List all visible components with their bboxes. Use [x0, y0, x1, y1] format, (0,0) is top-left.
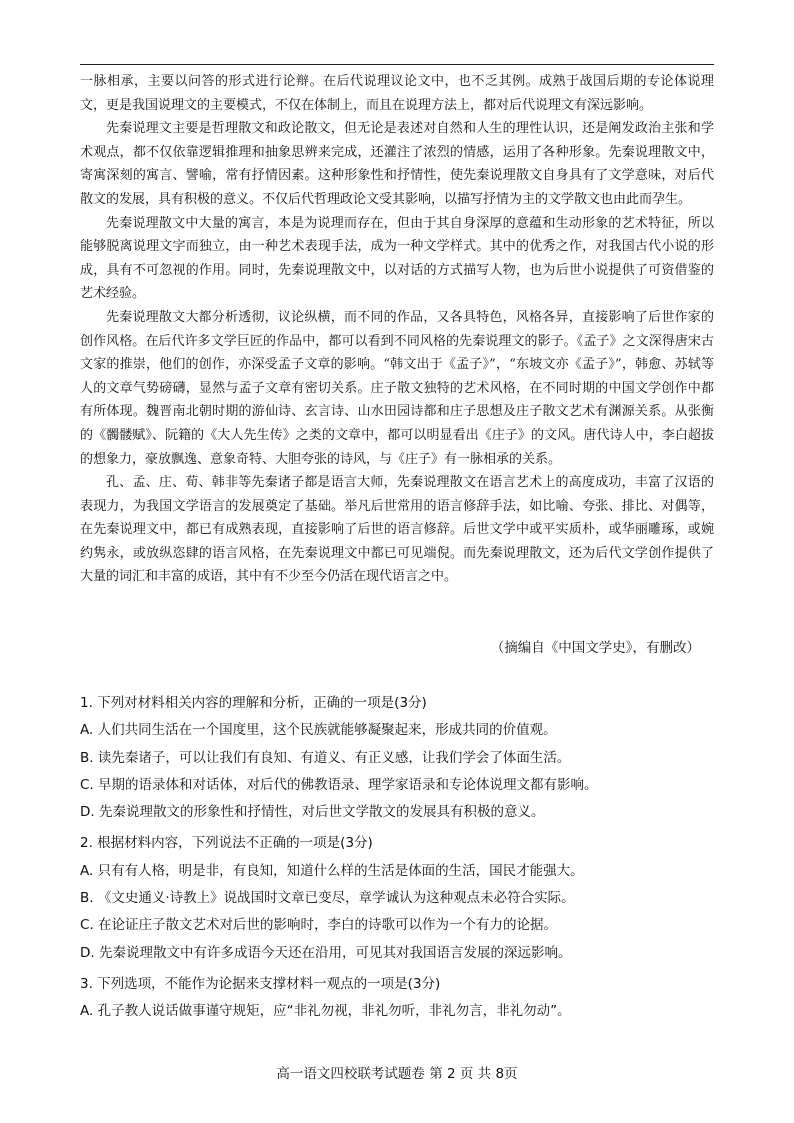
- passage-paragraph: 先秦说理散文中大量的寓言，本是为说理而存在，但由于其自身深厚的意蕴和生动形象的艺术特征，所以能够脱离说理文字而独立，由一种艺术表现手法，成为一种文学样式。其中的优秀之作，对我国古代小说的形成，具有不可忽视的作用。同时，先秦说理散文中，以对话的方式描写人物，也为后世小说提供了可资借鉴的艺术经验。: [80, 215, 714, 302]
- question-option: D. 先秦说理散文中有许多成语今天还在沿用，可见其对我国语言发展的深远影响。: [80, 944, 572, 961]
- question-option: B. 读先秦诸子，可以让我们有良知、有道义、有正义感，让我们学会了体面生活。: [80, 749, 571, 766]
- question-option: A. 人们共同生活在一个国度里，这个民族就能够凝聚起来，形成共同的价值观。: [80, 722, 557, 739]
- question-option: A. 只有有人格，明是非，有良知，知道什么样的生活是体面的生活，国民才能强大。: [80, 862, 584, 879]
- question-option: C. 早期的语录体和对话体，对后代的佛教语录、理学家语录和专论体说理文都有影响。: [80, 776, 598, 793]
- passage-paragraph: 孔、孟、庄、荀、韩非等先秦诸子都是语言大师，先秦说理散文在语言艺术上的高度成功，丰富了汉语的表现力，为我国文学语言的发展奠定了基础。举凡后世常用的语言修辞手法，如比喻、夸张、排比、对偶等，在先秦说理文中，都已有成熟表现，直接影响了后世的语言修辞。后世文学中或平实质朴，或华丽雕琢，或婉约隽永，或放纵恣肆的语言风格，在先秦说理文中都已可见端倪。而先秦说理散文，还为后代文学创作提供了大量的词汇和丰富的成语，其中有不少至今仍活在现代语言之中。: [80, 475, 714, 585]
- page-footer: 高一语文四校联考试题卷 第 2 页 共 8页: [276, 1066, 518, 1082]
- passage-paragraph: 先秦说理文主要是哲理散文和政论散文，但无论是表述对自然和人生的理性认识，还是阐发政治主张和学术观点，都不仅依靠逻辑推理和抽象思辨来完成，还灌注了浓烈的情感，运用了各种形象。先秦说理散文中，寄寓深刻的寓言、譬喻，常有抒情因素。这种形象性和抒情性，使先秦说理散文自身具有了文学意味，对后代散文的发展，具有积极的意义。不仅后代哲理政论文受其影响，以描写抒情为主的文学散文也由此而孕生。: [80, 121, 714, 207]
- reading-passage: [80, 70, 714, 589]
- question-option: C. 在论证庄子散文艺术对后世的影响时，李白的诗歌可以作为一个有力的论据。: [80, 917, 558, 934]
- question-option: A. 孔子教人说话做事谨守规矩，应“非礼勿视，非礼勿听，非礼勿言，非礼勿动”。: [80, 1003, 571, 1020]
- passage-paragraph: 先秦说理散文大都分析透彻，议论纵横，而不同的作品，又各具特色，风格各异，直接影响了后世作家的创作风格。在后代许多文学巨匠的作品中，都可以看到不同风格的先秦说理文的影子。《孟子》之文深得唐宋古文家的推崇，他们的创作，亦深受孟子文章的影响。“韩文出于《孟子》”，“东坡文亦《孟子》”，韩愈、苏轼等人的文章气势磅礴，显然与孟子文章有密切关系。庄子散文独特的艺术风格，在不同时期的中国文学创作中都有所体现。魏晋南北朝时期的游仙诗、玄言诗、山水田园诗都和庄子思想及庄子散文艺术有渊源关系。从张衡的《髑髅赋》、阮籍的《大人先生传》之类的文章中，都可以明显看出《庄子》的文风。唐代诗人中，李白超拔的想象力，豪放飘逸、意象奇特、大胆夸张的诗风，与《庄子》有一脉相承的关系。: [80, 309, 714, 467]
- question-option: D. 先秦说理散文的形象性和抒情性，对后世文学散文的发展具有积极的意义。: [80, 804, 545, 821]
- question-list: [80, 686, 720, 1026]
- question-stem: 3. 下列选项，不能作为论据来支撑材料一观点的一项是(3分): [80, 975, 441, 992]
- question-option: B. 《文史通义·诗教上》说战国时文章已变尽，章学诚认为这种观点未必符合实际。: [80, 890, 575, 907]
- question-stem: 1. 下列对材料相关内容的理解和分析，正确的一项是(3分): [80, 695, 427, 711]
- passage-paragraph: 一脉相承，主要以问答的形式进行论辩。在后代说理议论文中，也不乏其例。成熟于战国后期的专论体说理文，更是我国说理文的主要模式，不仅在体制上，而且在说理方法上，都对后代说理文有深远影响。: [80, 74, 714, 113]
- top-rule: [80, 64, 714, 65]
- question-stem: 2. 根据材料内容，下列说法不正确的一项是(3分): [80, 835, 373, 852]
- passage-source: （摘编自《中国文学史》，有删改）: [490, 640, 700, 656]
